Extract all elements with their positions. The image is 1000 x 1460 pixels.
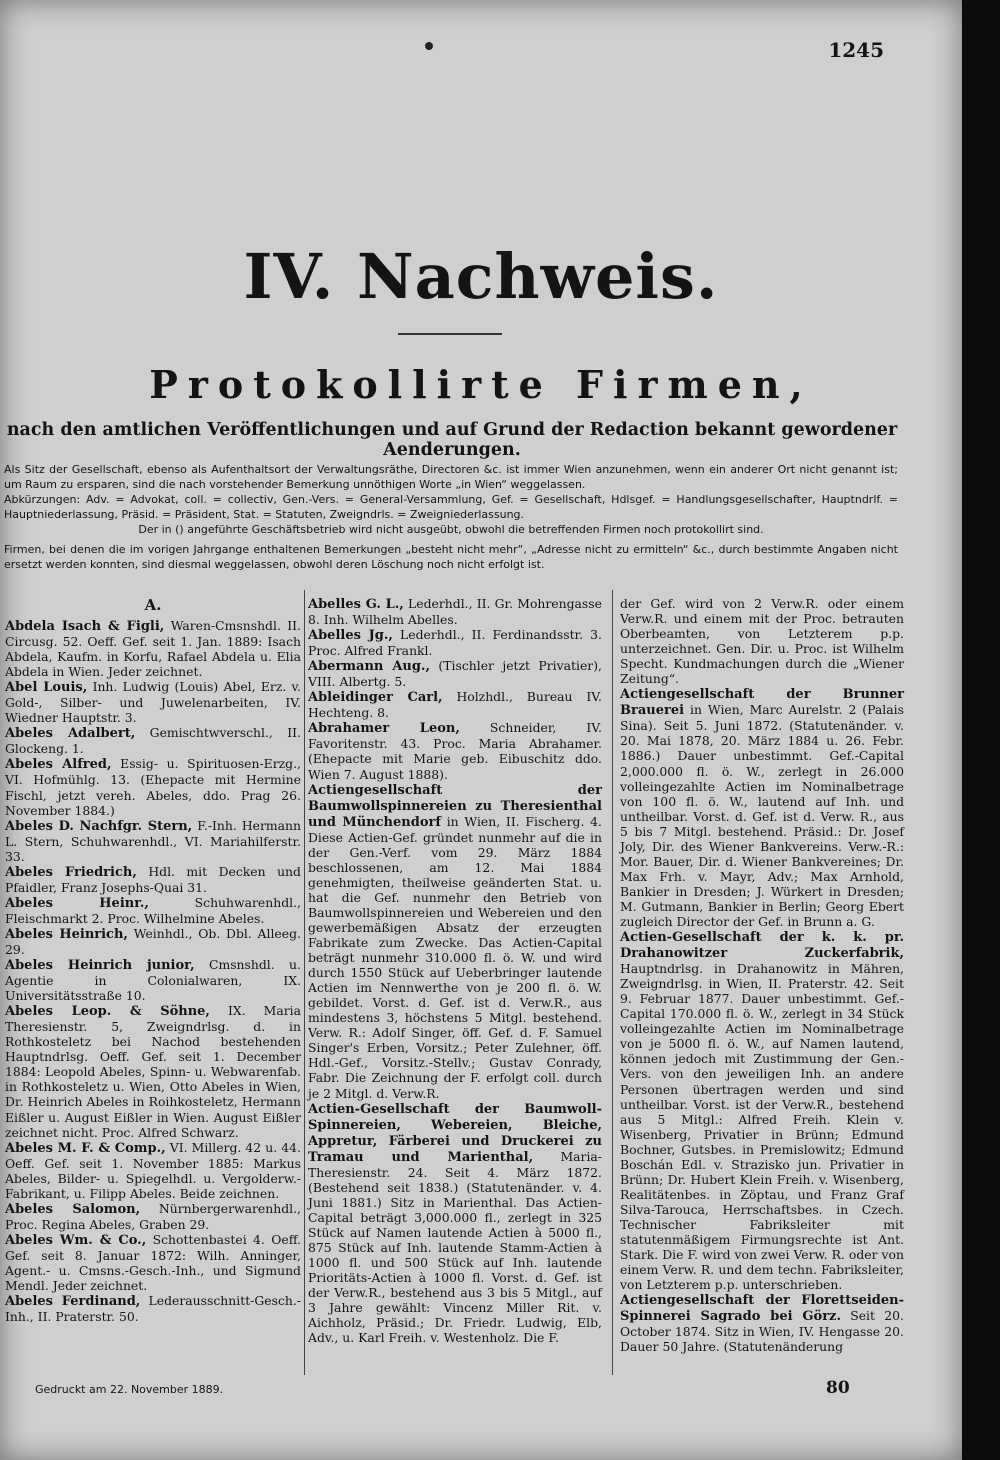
firm-details: VI. Millerg. 42 u. 44. Oeff. Gef. seit 1. November 1885: Markus Abeles, Bilder- u. Spiegelhdl. u. Vergolderw.-Fabrikant, u. Filipp Abeles. Beide zeichnen. — [5, 1139, 301, 1201]
firm-entry — [5, 864, 301, 895]
firm-name: Abeles Adalbert, — [5, 726, 136, 742]
note-omitted-firms: Firmen, bei denen die im vorigen Jahrgange enthaltenen Bemerkungen „besteht nicht mehr“, „Adresse nicht zu ermitteln“ &c., durch bestimmte Angaben nicht ersetzt werden konnten, sind diesmal weggelassen, obwohl deren Löschung noch nicht erfolgt ist. — [4, 543, 898, 571]
firm-entry — [5, 895, 301, 926]
firm-details: IX. Maria Theresienstr. 5, Zweigndrlsg. d. in Rothkosteletz bei Nachod bestehenden Hauptndrlsg. Oeff. Gef. seit 1. December 1884: Leopold Abeles, Spinn- u. Webwarenfab. in Rothkosteletz u. Wien, Otto Abeles in Wien, Dr. Heinrich Abeles in Roihkosteletz, Hermann Eißler u. August Eißler in Wien. August Eißler zeichnet nicht. Proc. Alfred Schwarz. — [5, 1003, 301, 1140]
firm-details: Schneider, IV. Favoritenstr. 43. Proc. Maria Abrahamer. (Ehepacte mit Marie geb. Eibuschitz ddo. Wien 7. August 1888). — [308, 720, 602, 782]
firm-details: Cmsnshdl. u. Agentie in Colonialwaren, IX. Universitätsstraße 10. — [5, 957, 301, 1004]
firm-name: Abeles D. Nachfgr. Stern, — [5, 818, 193, 834]
ornament-dot — [425, 42, 433, 50]
firm-entry — [308, 689, 602, 720]
firm-entry — [308, 782, 602, 1101]
firm-entry — [5, 756, 301, 817]
firm-entry — [308, 1101, 602, 1346]
firm-entry — [620, 596, 904, 686]
firm-entry — [5, 679, 301, 725]
firm-entry — [620, 929, 904, 1292]
firm-details: in Wien, Marc Aurelstr. 2 (Palais Sina). Seit 5. Juni 1872. (Statutenänder. v. 20. Mai 1878, 20. März 1884 u. 26. Febr. 1886.) Dauer unbestimmt. Gef.-Capital 2,000.000 fl. ö. W., zerlegt in 26.000 volleingezahlte Actien im Nominalbetrage von 100 fl. ö. W., lautend auf Inh. und untheilbar. Vorst. d. Gef. ist d. Verw. R., aus 5 bis 7 Mitgl. bestehend. Präsid.: Dr. Josef Joly, Dir. des Wiener Bankvereins. Verw.-R.: Mor. Bauer, Dir. d. Wiener Bankvereines; Dr. Max Frh. v. Mayr, Adv.; Max Arnhold, Bankier in Dresden; J. Würkert in Dresden; M. Gutmann, Bankier in Berlin; Georg Ebert zugleich Director der Gef. in Brunn a. G. — [620, 702, 904, 929]
firm-entry — [308, 596, 602, 627]
firm-details: Lederausschnitt-Gesch.-Inh., II. Praterstr. 50. — [5, 1293, 301, 1325]
firm-details: Hauptndrlsg. in Drahanowitz in Mähren, Zweigndrlsg. in Wien, II. Praterstr. 42. Seit 9. Februar 1877. Dauer unbestimmt. Gef.-Capital 170.000 fl. ö. W., zerlegt in 34 Stück volleingezahlte Actien im Nominalbetrage von je 5000 fl. ö. W., auf Namen lautend, können jedoch mit Zustimmung der Gen.-Vers. von den jeweiligen Inh. an andere Personen übertragen werden und sind untheilbar. Vorst. ist der Verw.R., bestehend aus 5 Mitgl.: Alfred Freih. Klein v. Wisenberg, Privatier in Brünn; Edmund Bochner, Gutsbes. in Premislowitz; Edmund Boschán Edl. v. Strazisko jun. Privatier in Brünn; Dr. Hubert Klein Freih. v. Wisenberg, Realitätenbes. in Zöptau, und Franz Graf Silva-Tarouca, Herrschaftsbes. in Czech. Technischer Fabriksleiter mit statutenmäßigem Firmungsrechte ist Ant. Stark. Die F. wird von zwei Verw. R. oder von einem Verw. R. und dem techn. Fabriksleiter, von Letzterem p.p. unterschrieben. — [620, 961, 904, 1293]
book-edge — [962, 0, 1000, 1460]
firm-entry — [620, 686, 904, 929]
firm-name: Abeles Heinr., — [5, 895, 149, 911]
page-number: 1245 — [828, 38, 884, 62]
note-parentheses: Der in () angeführte Geschäftsbetrieb wird nicht ausgeübt, obwohl die betreffenden Firmen noch protokollirt sind. — [138, 523, 764, 536]
firm-entry — [5, 818, 301, 864]
firm-details: in Wien, II. Fischerg. 4. Diese Actien-Gef. gründet nunmehr auf die in der Gen.-Verf. vom 29. März 1884 beschlossenen, am 12. Mai 1884 genehmigten, theilweise geänderten Stat. u. hat die Gef. nunmehr den Betrieb von Baumwollspinnereien und Webereien und den gewerbemäßigen Absatz der erzeugten Fabrikate zum Zwecke. Das Actien-Capital beträgt nunmehr 310.000 fl. ö. W. und wird durch 1550 Stück auf Ueberbringer lautende Actien im Nennwerthe von je 200 fl. ö. W. gebildet. Vorst. d. Gef. ist d. Verw.R., aus mindestens 3, höchstens 5 Mitgl. bestehend. Verw. R.: Adolf Singer, öff. Gef. d. F. Samuel Singer's Erben, Vorsitz.; Peter Zulehner, öff. Hdl.-Gef., Vorsitz.-Stellv.; Gustav Conrady, Fabr. Die Zeichnung der F. erfolgt coll. durch je 2 Mitgl. d. Verw.R. — [308, 813, 602, 1101]
firm-name: Abeles Heinrich, — [5, 926, 128, 942]
firm-details: Nürnbergerwarenhdl., Proc. Regina Abeles, Graben 29. — [5, 1200, 301, 1232]
firm-name: Actien-Gesellschaft der Baumwoll-Spinnereien, Webereien, Bleiche, Appretur, Färberei und Druckerei zu Tramau und Marienthal, — [308, 1101, 602, 1165]
firm-entry — [5, 618, 301, 679]
print-date: Gedruckt am 22. November 1889. — [35, 1383, 224, 1396]
firm-details: Inh. Ludwig (Louis) Abel, Erz. v. Gold-, Silber- und Juwelenarbeiten, IV. Wiedner Hauptstr. 3. — [5, 679, 301, 726]
firm-details: Hdl. mit Decken und Pfaidler, Franz Josephs-Quai 31. — [5, 863, 301, 895]
firm-entry — [620, 1292, 904, 1354]
firm-entry — [5, 1140, 301, 1201]
firm-details: Gemischtwverschl., II. Glockeng. 1. — [5, 725, 301, 757]
firm-details: Lederhdl., II. Gr. Mohrengasse 8. Inh. Wilhelm Abelles. — [308, 596, 602, 628]
firm-name: Actiengesellschaft der Florettseiden-Spinnerei Sagrado bei Görz. — [620, 1293, 904, 1325]
firm-name: Abeles Heinrich junior, — [5, 958, 195, 974]
sheet-number: 80 — [826, 1378, 850, 1398]
column-divider — [612, 590, 613, 1375]
firm-entry — [5, 1201, 301, 1232]
firm-details: Essig- u. Spirituosen-Erzg., VI. Hofmühlg. 13. (Ehepacte mit Hermine Fischl, jetzt vereh. Abeles, ddo. Prag 26. November 1884.) — [5, 756, 301, 818]
firm-name: Abrahamer Leon, — [308, 721, 460, 737]
title-divider — [398, 333, 502, 335]
firm-name: Abelles G. L., — [308, 597, 404, 612]
column-divider — [304, 590, 305, 1375]
firm-name: Actien-Gesellschaft der k. k. pr. Drahanowitzer Zuckerfabrik, — [620, 930, 904, 962]
firm-entry — [308, 720, 602, 781]
section-letter: A. — [144, 596, 162, 614]
firm-details: (Tischler jetzt Privatier), VIII. Albertg. 5. — [308, 658, 602, 690]
firm-name: Abeles Ferdinand, — [5, 1294, 141, 1310]
firm-entry — [5, 957, 301, 1003]
firm-entry — [308, 658, 602, 689]
subtitle-note: nach den amtlichen Veröffentlichungen und auf Grund der Redaction bekannt gewordener Aenderungen. — [6, 420, 898, 460]
firm-name: Abeles Wm. & Co., — [5, 1232, 147, 1248]
firm-name: Abeles Alfred, — [5, 757, 112, 773]
firm-entry — [308, 627, 602, 658]
firm-entry — [5, 926, 301, 957]
firm-entry — [5, 1232, 301, 1293]
firm-name: Abeles Salomon, — [5, 1201, 141, 1217]
column-1 — [5, 596, 301, 1324]
firm-name: Actiengesellschaft der Brunner Brauerei — [620, 687, 904, 719]
firm-details: der Gef. wird von 2 Verw.R. oder einem Verw.R. und einem mit der Proc. betrauten Oberbeamten, von Letzterem p.p. unterzeichnet. Gen. Dir. u. Proc. ist Wilhelm Specht. Kundmachungen durch die „Wiener Zeitung“. — [620, 596, 904, 687]
firm-entry — [5, 725, 301, 756]
note-seat: Als Sitz der Gesellschaft, ebenso als Aufenthaltsort der Verwaltungsräthe, Directoren &c. ist immer Wien anzunehmen, wenn ein anderer Ort nicht genannt ist; um Raum zu ersparen, sind die nach vorstehender Bemerkung unnöthigen Worte „in Wien“ weggelassen. — [4, 463, 898, 491]
firm-name: Abeles Friedrich, — [5, 864, 137, 880]
firm-details: Lederhdl., II. Ferdinandsstr. 3. Proc. Alfred Frankl. — [308, 627, 602, 659]
firm-details: Weinhdl., Ob. Dbl. Alleeg. 29. — [5, 925, 301, 957]
section-title: IV. Nachweis. — [243, 240, 719, 313]
firm-entry — [5, 1293, 301, 1324]
firm-details: Schuhwarenhdl., Fleischmarkt 2. Proc. Wilhelmine Abeles. — [5, 894, 301, 926]
column-2 — [308, 596, 602, 1345]
firm-details: Seit 20. October 1874. Sitz in Wien, IV. Hengasse 20. Dauer 50 Jahre. (Statutenänderung — [620, 1308, 904, 1355]
firm-details: Maria-Theresienstr. 24. Seit 4. März 1872. (Bestehend seit 1838.) (Statutenänder. v. 4. Juni 1881.) Sitz in Marienthal. Das Actien-Capital beträgt 3,000.000 fl., zerlegt in 325 Stück auf Namen lautende Actien à 5000 fl., 875 Stück auf Inh. lautende Stamm-Actien à 1000 fl. und 500 Stück auf Inh. lautende Prioritäts-Actien à 1000 fl. Vorst. d. Gef. ist der Verw.R., bestehend aus 3 bis 5 Mitgl., auf 3 Jahre gewählt: Vincenz Miller Rit. v. Aichholz, Präsid.; Dr. Friedr. Ludwig, Elb, Adv., u. Karl Freih. v. Westenholz. Die F. — [308, 1148, 602, 1346]
firm-name: Actiengesellschaft der Baumwollspinnereien zu Theresienthal und Münchendorf — [308, 782, 602, 830]
firm-details: Waren-Cmsnshdl. II. Circusg. 52. Oeff. Gef. seit 1. Jan. 1889: Isach Abdela, Kaufm. in Korfu, Rafael Abdela u. Elia Abdela in Wien. Jeder zeichnet. — [5, 618, 301, 680]
firm-name: Abelles Jg., — [308, 628, 393, 644]
firm-name: Abeles Leop. & Söhne, — [5, 1004, 210, 1020]
firm-details: F.-Inh. Hermann L. Stern, Schuhwarenhdl., VI. Mariahilferstr. 33. — [5, 817, 301, 864]
firm-name: Abel Louis, — [5, 680, 88, 696]
firm-details: Holzhdl., Bureau IV. Hechteng. 8. — [308, 689, 602, 721]
firm-name: Abermann Aug., — [308, 659, 431, 675]
firm-name: Abeles M. F. & Comp., — [5, 1140, 166, 1156]
subtitle: Protokollirte Firmen, — [149, 362, 813, 407]
firm-entry — [5, 1003, 301, 1139]
firm-details: Schottenbastei 4. Oeff. Gef. seit 8. Januar 1872: Wilh. Anninger, Agent.- u. Cmsns.-Gesch.-Inh., und Sigmund Mendl. Jeder zeichnet. — [5, 1231, 301, 1294]
column-3 — [620, 596, 904, 1354]
firm-name: Abdela Isach & Figli, — [5, 619, 165, 634]
firm-name: Ableidinger Carl, — [308, 690, 443, 706]
note-abbreviations: Abkürzungen: Adv. = Advokat, coll. = collectiv, Gen.-Vers. = General-Versammlung, Gef. = Gesellschaft, Hdlsgef. = Handlungsgesellschafter, Hauptndrlf. = Hauptniederlassung, Präsid. = Präsident, Stat. = Statuten, Zweigndrls. = Zweigniederlassung. — [4, 493, 898, 521]
